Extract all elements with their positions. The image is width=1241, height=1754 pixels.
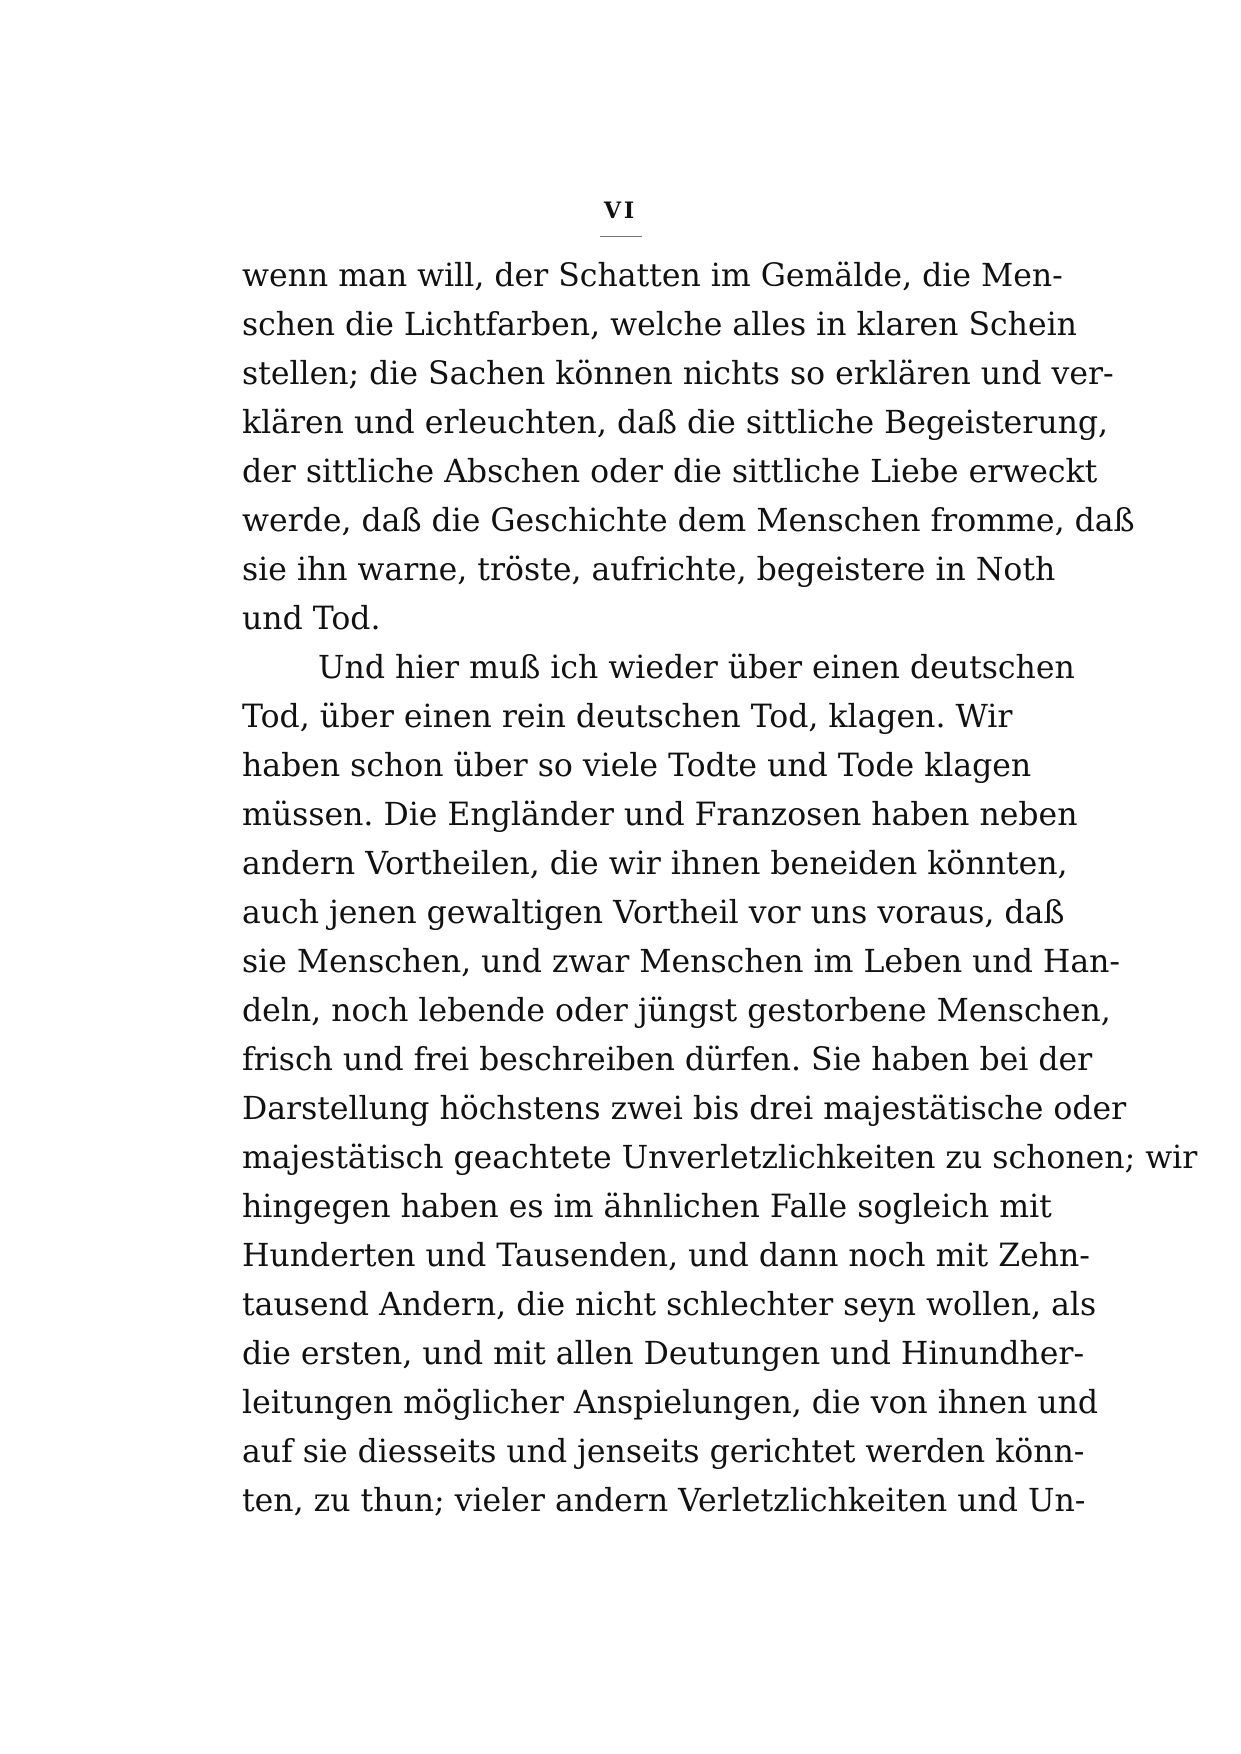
text-line: frisch und frei beschreiben dürfen. Sie haben bei der (242, 1042, 1093, 1078)
text-line: leitungen möglicher Anspielungen, die von ihnen und (242, 1385, 1099, 1421)
text-line: sie Menschen, und zwar Menschen im Leben und Han- (242, 944, 1121, 980)
text-line: ten, zu thun; vieler andern Verletzlichkeiten und Un- (242, 1483, 1086, 1519)
text-line: deln, noch lebende oder jüngst gestorbene Menschen, (242, 993, 1111, 1029)
text-line: Hunderten und Tausenden, und dann noch mit Zehn- (242, 1238, 1090, 1274)
text-line: Tod, über einen rein deutschen Tod, klagen. Wir (242, 699, 1013, 735)
text-line: klären und erleuchten, daß die sittliche Begeisterung, (242, 405, 1109, 441)
text-line: müssen. Die Engländer und Franzosen haben neben (242, 797, 1078, 833)
text-line: der sittliche Abschen oder die sittliche Liebe erweckt (242, 454, 1098, 490)
text-line: andern Vortheilen, die wir ihnen beneiden könnten, (242, 846, 1068, 882)
body-text (242, 252, 1198, 1526)
text-line: wenn man will, der Schatten im Gemälde, die Men- (242, 258, 1063, 294)
text-line: Darstellung höchstens zwei bis drei majestätische oder (242, 1091, 1127, 1127)
paragraph (242, 252, 1135, 644)
text-line: haben schon über so viele Todte und Tode klagen (242, 748, 1032, 784)
text-line: sie ihn warne, tröste, aufrichte, begeistere in Noth (242, 552, 1056, 588)
text-line: majestätisch geachtete Unverletzlichkeiten zu schonen; wir (242, 1140, 1198, 1176)
text-line: auf sie diesseits und jenseits gerichtet werden könn- (242, 1434, 1085, 1470)
text-line: und Tod. (242, 601, 381, 637)
text-line: auch jenen gewaltigen Vortheil vor uns voraus, daß (242, 895, 1065, 931)
text-line: Und hier muß ich wieder über einen deutschen (318, 650, 1075, 686)
text-line: stellen; die Sachen können nichts so erklären und ver- (242, 356, 1114, 392)
text-line: werde, daß die Geschichte dem Menschen fromme, daß (242, 503, 1135, 539)
text-line: tausend Andern, die nicht schlechter seyn wollen, als (242, 1287, 1097, 1323)
text-line: schen die Lichtfarben, welche alles in klaren Schein (242, 307, 1077, 343)
text-line: hingegen haben es im ähnlichen Falle sogleich mit (242, 1189, 1052, 1225)
text-line: die ersten, und mit allen Deutungen und Hinundher- (242, 1336, 1085, 1372)
page-number: VI (603, 198, 638, 224)
page-number-rule (600, 236, 642, 237)
paragraph (242, 644, 1198, 1526)
